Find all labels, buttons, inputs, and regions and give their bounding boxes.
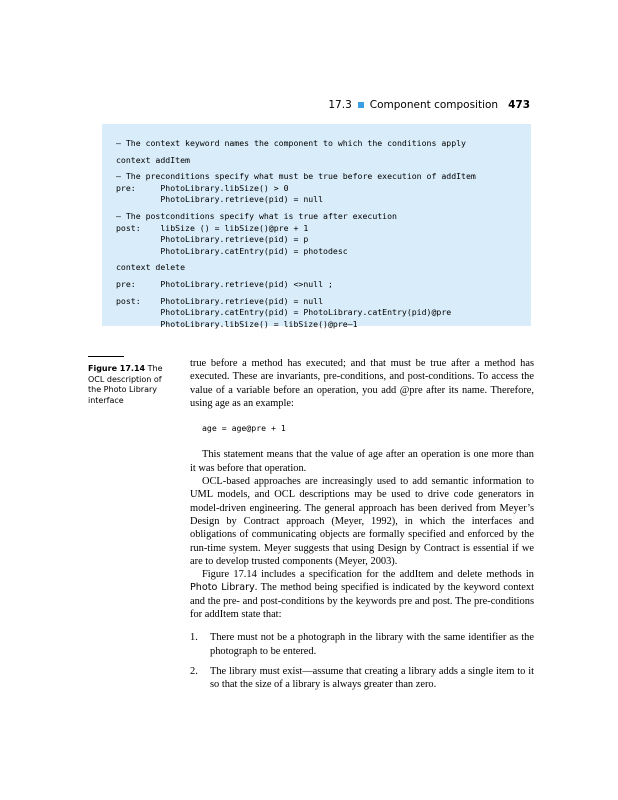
list-number: 2. (190, 665, 198, 677)
caption-rule (88, 356, 124, 357)
list-text: The library must exist—assume that creating a library adds a single item to it so that the size of a library is always greater than zero. (210, 665, 534, 691)
code-line: PhotoLibrary.retrieve(pid) = p (116, 234, 309, 245)
list-text: There must not be a photograph in the library with the same identifier as the photograph to be entered. (210, 632, 534, 657)
square-bullet-icon (358, 102, 364, 108)
code-line: pre: PhotoLibrary.libSize() > 0 (116, 182, 289, 193)
figure-caption (88, 356, 172, 406)
section-title: Component composition (369, 99, 499, 111)
paragraph: This statement means that the value of age after an operation is one more than it was before that operation. (190, 449, 534, 474)
paragraph: OCL-based approaches are increasingly used to add semantic information to UML models, and OCL descriptions may be used to drive code generators in model-driven engineering. The general approach has been derived from Meyer’s Design by Contract approach (Meyer, 1992), in which the interfaces and obligations of communicating objects are formally specified and enforced by the run-time system. Meyer suggests that using Design by Contract is essential if we are to develop trusted components (Meyer, 2003). (190, 476, 534, 567)
code-line: PhotoLibrary.retrieve(pid) = null (116, 194, 324, 205)
code-line: post: PhotoLibrary.retrieve(pid) = null (116, 295, 324, 306)
list-item (190, 665, 534, 692)
body-text (190, 357, 534, 699)
code-line: post: libSize () = libSize()@pre + 1 (116, 222, 309, 233)
paragraph-part: . The method being specified is indicated by the keyword context and the pre- and post-conditions by the keywords pre and post. The pre-conditions for addItem state that: (190, 582, 534, 621)
code-line: PhotoLibrary.libSize() = libSize()@pre—1 (116, 318, 358, 329)
section-number: 17.3 (328, 99, 352, 111)
paragraph: true before a method has executed; and that must be true after a method has executed. These are invariants, pre-conditions, and post-conditions. To access the value of a variable before an operation, you add @pre after its name. Therefore, using age as an example: (190, 358, 534, 409)
figure-label: Figure 17.14 (88, 364, 146, 373)
code-line: — The preconditions specify what must be true before execution of addItem (116, 171, 476, 182)
code-line: context addItem (116, 154, 190, 165)
code-line: context delete (116, 262, 186, 273)
code-line: PhotoLibrary.catEntry(pid) = PhotoLibrary.catEntry(pid)@pre (116, 307, 452, 318)
code-line: — The postconditions specify what is true after execution (116, 210, 397, 221)
list-item (190, 631, 534, 658)
component-name: Photo Library (190, 582, 255, 594)
code-line: — The context keyword names the component to which the conditions apply (116, 138, 466, 148)
list-number: 1. (190, 632, 198, 644)
running-header (328, 99, 530, 111)
paragraph (190, 568, 534, 621)
precondition-list (190, 631, 534, 691)
code-line: pre: PhotoLibrary.retrieve(pid) <>null ; (116, 278, 333, 289)
paragraph-part: Figure 17.14 includes a specification for the addItem and delete methods in (202, 569, 534, 581)
page-number: 473 (508, 99, 530, 111)
inline-code-example: age = age@pre + 1 (202, 423, 286, 434)
code-line: PhotoLibrary.catEntry(pid) = photodesc (116, 245, 348, 256)
caption-text: The OCL description of the Photo Library interface (88, 364, 163, 405)
ocl-code-block (102, 124, 531, 329)
